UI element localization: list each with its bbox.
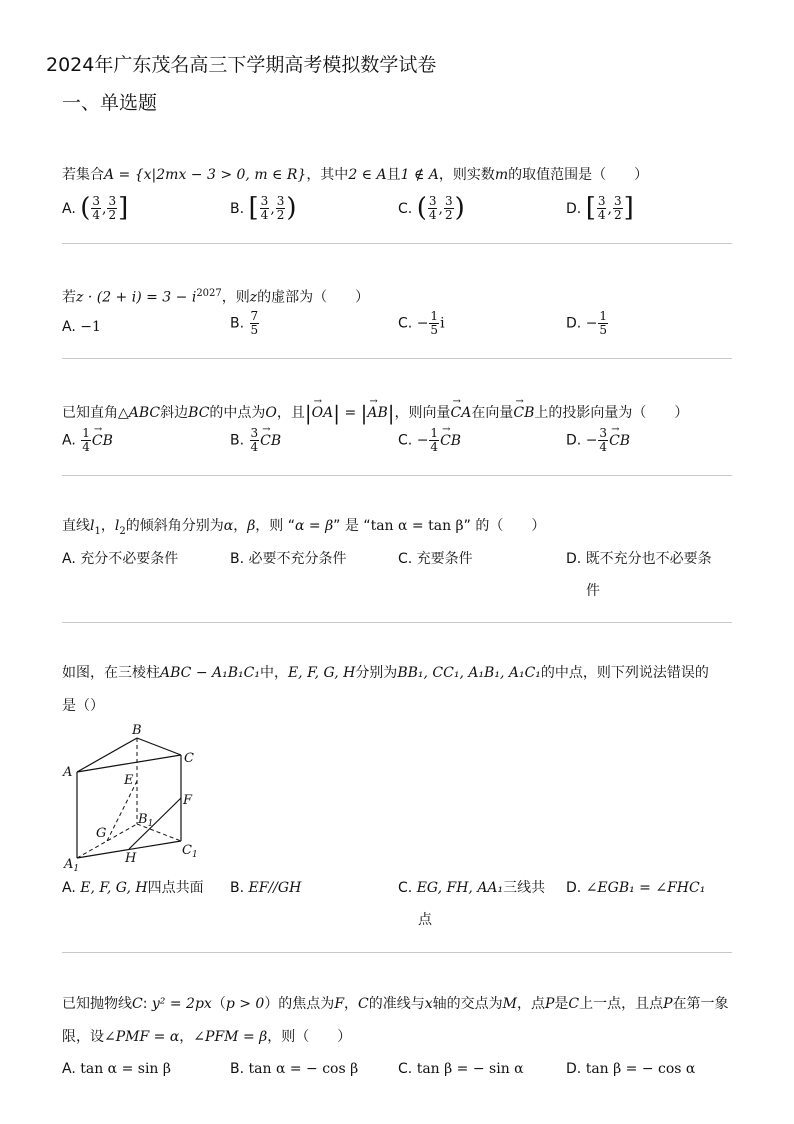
q5-text: 分别为 bbox=[355, 665, 398, 681]
option-math: tan α = sin β bbox=[80, 1061, 171, 1077]
option-label: B. bbox=[230, 551, 245, 567]
option-label: D. bbox=[566, 432, 582, 449]
bracket: ( bbox=[416, 193, 427, 223]
label-f: F bbox=[183, 793, 193, 808]
q1-cond: 2 ∈ A bbox=[348, 167, 387, 183]
fraction: $\frac{3}{2}$ bbox=[276, 194, 285, 223]
fraction: $\frac{3}{4}$ bbox=[92, 194, 101, 223]
q1-set: A = {x|2mx − 3 > 0, m ∈ R} bbox=[104, 167, 307, 183]
q3-text: 在向量 bbox=[471, 405, 514, 421]
option-text: 三线共 bbox=[503, 880, 546, 896]
label-b1: $B_1$ bbox=[138, 812, 154, 829]
q4-text: ， bbox=[233, 518, 248, 534]
option-label: C. bbox=[398, 200, 413, 217]
q6-equation: y² = 2px bbox=[151, 996, 212, 1012]
q4-subscript: 1 bbox=[94, 525, 101, 537]
q5-option-c[interactable] bbox=[398, 879, 545, 897]
q3-text: 上的投影向量为（ ） bbox=[534, 405, 689, 421]
option-label: D. bbox=[566, 315, 582, 332]
bracket: ] bbox=[118, 193, 129, 223]
label-c: C bbox=[184, 751, 194, 766]
q5-segments: BB₁, CC₁, A₁B₁, A₁C₁ bbox=[397, 665, 541, 681]
question-5-stem bbox=[62, 664, 709, 682]
q6-option-b[interactable] bbox=[230, 1060, 358, 1078]
q2-option-c[interactable] bbox=[398, 310, 445, 337]
q3-option-c[interactable] bbox=[398, 427, 461, 454]
q6-text: ， bbox=[344, 996, 359, 1012]
q6-option-d[interactable] bbox=[566, 1060, 695, 1078]
option-vector: → CB bbox=[92, 432, 113, 450]
option-label: C. bbox=[398, 551, 413, 567]
option-label: C. bbox=[398, 432, 413, 449]
q6-text: 上一点，且点 bbox=[579, 996, 664, 1012]
fraction: $\frac{1}{4}$ bbox=[430, 426, 439, 455]
option-value: −1 bbox=[80, 319, 101, 335]
option-math: E, F, G, H bbox=[80, 880, 148, 896]
option-text: 充分不必要条件 bbox=[80, 551, 179, 567]
q6-point: P bbox=[545, 996, 555, 1012]
q1-option-a[interactable]: A. ( $\frac{3}{4}$ , $\frac{3}{2}$ ] bbox=[62, 193, 129, 223]
option-label: B. bbox=[230, 1061, 245, 1077]
option-label: C. bbox=[398, 1061, 413, 1077]
q4-text: ” 的（ ） bbox=[463, 518, 546, 534]
q4-option-d[interactable] bbox=[566, 550, 712, 568]
q5-prism: ABC − A₁B₁C₁ bbox=[160, 665, 260, 681]
bracket: [ bbox=[585, 193, 596, 223]
q4-option-b[interactable] bbox=[230, 550, 347, 568]
q6-text: ，则（ ） bbox=[267, 1029, 352, 1045]
q3-option-a[interactable] bbox=[62, 427, 113, 454]
fraction: $\frac{3}{4}$ bbox=[599, 426, 608, 455]
option-math: tan β = − cos α bbox=[585, 1061, 696, 1077]
sign: − bbox=[585, 432, 598, 449]
q3-triangle: △ABC bbox=[118, 405, 161, 421]
q4-line: l bbox=[90, 518, 95, 534]
option-label: A. bbox=[62, 1061, 76, 1077]
question-3-stem: 已知直角△ABC斜边BC的中点为O，且|→ OA| = |→ AB|，则向量→ CA在向量→ CB上的投影向量为（ ） bbox=[62, 400, 688, 426]
option-text: 点 bbox=[418, 912, 432, 928]
option-vector: → CB bbox=[440, 432, 461, 450]
q6-condition: p > 0 bbox=[225, 996, 265, 1012]
q1-var: m bbox=[494, 167, 509, 183]
divider bbox=[62, 475, 732, 476]
fraction: $\frac{1}{5}$ bbox=[430, 309, 439, 338]
sign: − bbox=[416, 432, 429, 449]
q6-axis: x bbox=[424, 996, 433, 1012]
option-label: A. bbox=[62, 432, 76, 449]
option-vector: → CB bbox=[609, 432, 630, 450]
q1-option-d[interactable]: D. [ $\frac{3}{4}$ , $\frac{3}{2}$ ] bbox=[566, 193, 634, 223]
option-label: A. bbox=[62, 880, 76, 896]
option-label: B. bbox=[230, 200, 245, 217]
question-2-stem bbox=[62, 287, 369, 307]
label-h: H bbox=[125, 851, 137, 866]
q4-subscript: 2 bbox=[119, 525, 126, 537]
q2-text: 的虚部为（ ） bbox=[257, 289, 370, 306]
q6-angle: ∠PMF = α bbox=[104, 1029, 180, 1045]
option-label: D. bbox=[566, 1061, 582, 1077]
q5-text: 中， bbox=[259, 665, 288, 681]
q6-text: 轴的交点为 bbox=[432, 996, 503, 1012]
q3-text: 的中点为 bbox=[209, 405, 266, 421]
q6-angle: ∠PFM = β bbox=[193, 1029, 268, 1045]
q5-points: E, F, G, H bbox=[287, 665, 356, 681]
fraction: $\frac{3}{4}$ bbox=[597, 194, 606, 223]
q6-text: 是 bbox=[554, 996, 569, 1012]
q6-text: ，点 bbox=[517, 996, 545, 1012]
option-label: A. bbox=[62, 319, 76, 335]
option-text: 必要不充分条件 bbox=[248, 551, 347, 567]
q3-vector: → CB bbox=[513, 404, 534, 422]
q3-text: ，且 bbox=[276, 405, 305, 421]
fraction: $\frac{3}{2}$ bbox=[444, 194, 453, 223]
q5-option-d[interactable] bbox=[566, 879, 705, 897]
q4-var: α bbox=[223, 518, 234, 534]
bracket: ) bbox=[454, 193, 465, 223]
q3-vector: → OA bbox=[312, 404, 334, 422]
q3-option-b[interactable] bbox=[230, 427, 281, 454]
q1-text: 的取值范围是（ ） bbox=[508, 167, 649, 183]
q6-text: （ bbox=[211, 996, 226, 1012]
q4-line: l bbox=[114, 518, 120, 534]
option-label: D. bbox=[566, 200, 582, 217]
q3-text: ，则向量 bbox=[394, 405, 451, 421]
q2-text: 若 bbox=[62, 289, 76, 306]
q6-text: ， bbox=[179, 1029, 194, 1045]
label-c1: $C_1$ bbox=[182, 843, 198, 860]
q3-text: 已知直角 bbox=[62, 405, 118, 421]
q2-option-a[interactable] bbox=[62, 318, 101, 336]
fraction: $\frac{3}{2}$ bbox=[108, 194, 117, 223]
divider bbox=[62, 243, 732, 244]
q2-option-b[interactable] bbox=[230, 310, 260, 337]
fraction: $\frac{3}{4}$ bbox=[428, 194, 437, 223]
q2-var: z bbox=[249, 289, 258, 306]
q3-vector: → AB bbox=[367, 404, 387, 422]
imag-unit: i bbox=[440, 315, 445, 332]
fraction: $\frac{1}{4}$ bbox=[82, 426, 90, 455]
divider bbox=[62, 622, 732, 623]
option-math: EG, FH, AA₁ bbox=[416, 880, 504, 896]
q4-expr: tan α = tan β bbox=[370, 518, 464, 534]
q2-equation: z · (2 + i) = 3 − i bbox=[76, 289, 197, 306]
option-label: A. bbox=[62, 200, 76, 217]
q1-option-b[interactable]: B. [ $\frac{3}{4}$ , $\frac{3}{2}$ ) bbox=[230, 193, 297, 223]
divider bbox=[62, 952, 732, 953]
q6-option-c[interactable] bbox=[398, 1060, 524, 1078]
q5-option-a[interactable] bbox=[62, 879, 204, 897]
option-text: 既不充分也不必要条 bbox=[585, 551, 712, 567]
question-4-stem bbox=[62, 517, 545, 538]
option-label: C. bbox=[398, 880, 413, 896]
q5-text: 如图，在三棱柱 bbox=[62, 665, 160, 681]
q4-var: β bbox=[247, 518, 256, 534]
q3-segment: BC bbox=[188, 405, 210, 421]
q4-expr: α = β bbox=[294, 518, 334, 534]
q3-option-d[interactable] bbox=[566, 427, 630, 454]
question-6-stem bbox=[62, 995, 729, 1013]
label-e: E bbox=[124, 773, 134, 788]
q1-text: ，则实数 bbox=[438, 167, 495, 183]
fraction: $\frac{3}{2}$ bbox=[613, 194, 622, 223]
option-vector: → CB bbox=[260, 432, 281, 450]
fraction: $\frac{7}{5}$ bbox=[250, 309, 259, 338]
page-title: 2024年广东茂名高三下学期高考模拟数学试卷 bbox=[46, 54, 437, 76]
bracket: ) bbox=[286, 193, 297, 223]
sign: − bbox=[585, 315, 598, 332]
q3-equals: = bbox=[344, 405, 357, 421]
label-a1: $A_1$ bbox=[64, 857, 80, 874]
option-label: C. bbox=[398, 315, 413, 332]
q2-exponent: 2027 bbox=[196, 288, 222, 299]
label-g: G bbox=[96, 826, 107, 841]
q6-curve: C bbox=[568, 996, 580, 1012]
option-math: EF//GH bbox=[248, 880, 302, 896]
q5-text: 是（） bbox=[62, 698, 104, 714]
option-label: D. bbox=[566, 880, 582, 896]
q6-text: 在第一象 bbox=[672, 996, 729, 1012]
option-label: D. bbox=[566, 551, 582, 567]
q6-curve: C bbox=[358, 996, 369, 1012]
q4-option-a[interactable] bbox=[62, 550, 178, 568]
fraction: $\frac{1}{5}$ bbox=[599, 309, 608, 338]
q4-option-d-wrap bbox=[586, 582, 600, 600]
bracket: [ bbox=[248, 193, 259, 223]
section-heading: 一、单选题 bbox=[62, 92, 158, 114]
q6-text: 已知抛物线 bbox=[62, 996, 132, 1012]
question-5-stem-line2 bbox=[62, 697, 104, 715]
edge-bc bbox=[137, 738, 181, 755]
q1-option-c[interactable]: C. ( $\frac{3}{4}$ , $\frac{3}{2}$ ) bbox=[398, 193, 465, 223]
q1-text: ，其中 bbox=[306, 167, 349, 183]
option-text: 四点共面 bbox=[147, 880, 204, 896]
q6-option-a[interactable] bbox=[62, 1060, 171, 1078]
option-text: 件 bbox=[586, 583, 600, 599]
q6-point: M bbox=[502, 996, 517, 1012]
q4-text: ，则 “ bbox=[255, 518, 295, 534]
q1-text: 且 bbox=[386, 167, 401, 183]
q1-cond: 1 ∉ A bbox=[400, 167, 439, 183]
option-label: B. bbox=[230, 880, 245, 896]
q4-text: ， bbox=[100, 518, 115, 534]
q4-text: ” 是 “ bbox=[333, 518, 371, 534]
fraction: $\frac{3}{4}$ bbox=[260, 194, 269, 223]
q5-option-b[interactable] bbox=[230, 879, 301, 897]
q6-text: 的准线与 bbox=[368, 996, 425, 1012]
option-label: A. bbox=[62, 551, 76, 567]
q6-point: P bbox=[663, 996, 673, 1012]
q5-text: 的中点，则下列说法错误的 bbox=[540, 665, 709, 681]
option-math: tan β = − sin α bbox=[416, 1061, 524, 1077]
q3-text: 斜边 bbox=[160, 405, 189, 421]
q4-text: 直线 bbox=[62, 518, 90, 534]
q6-text: 限，设 bbox=[62, 1029, 104, 1045]
option-math: tan α = − cos β bbox=[248, 1061, 359, 1077]
fraction: $\frac{3}{4}$ bbox=[250, 426, 259, 455]
prism-figure bbox=[60, 722, 210, 877]
q5-option-c-wrap bbox=[418, 911, 432, 929]
question-1-stem bbox=[62, 166, 648, 184]
divider bbox=[62, 358, 732, 359]
q6-text: : bbox=[142, 996, 152, 1012]
q2-option-d[interactable] bbox=[566, 310, 609, 337]
q3-vector: → CA bbox=[451, 404, 472, 422]
q6-curve: C bbox=[132, 996, 143, 1012]
option-label: B. bbox=[230, 432, 245, 449]
q1-text: 若集合 bbox=[62, 167, 104, 183]
option-label: B. bbox=[230, 315, 245, 332]
q4-text: 的倾斜角分别为 bbox=[125, 518, 224, 534]
q3-point: O bbox=[265, 405, 277, 421]
bracket: ( bbox=[80, 193, 91, 223]
q6-text: ）的焦点为 bbox=[264, 996, 335, 1012]
q2-text: ，则 bbox=[221, 289, 250, 306]
question-6-stem-line2 bbox=[62, 1028, 351, 1046]
option-math: ∠EGB₁ = ∠FHC₁ bbox=[585, 880, 706, 896]
label-a: A bbox=[63, 765, 73, 780]
sign: − bbox=[416, 315, 429, 332]
bracket: ] bbox=[623, 193, 634, 223]
label-b: B bbox=[132, 723, 142, 738]
q4-option-c[interactable] bbox=[398, 550, 473, 568]
q6-point: F bbox=[334, 996, 345, 1012]
option-text: 充要条件 bbox=[416, 551, 473, 567]
